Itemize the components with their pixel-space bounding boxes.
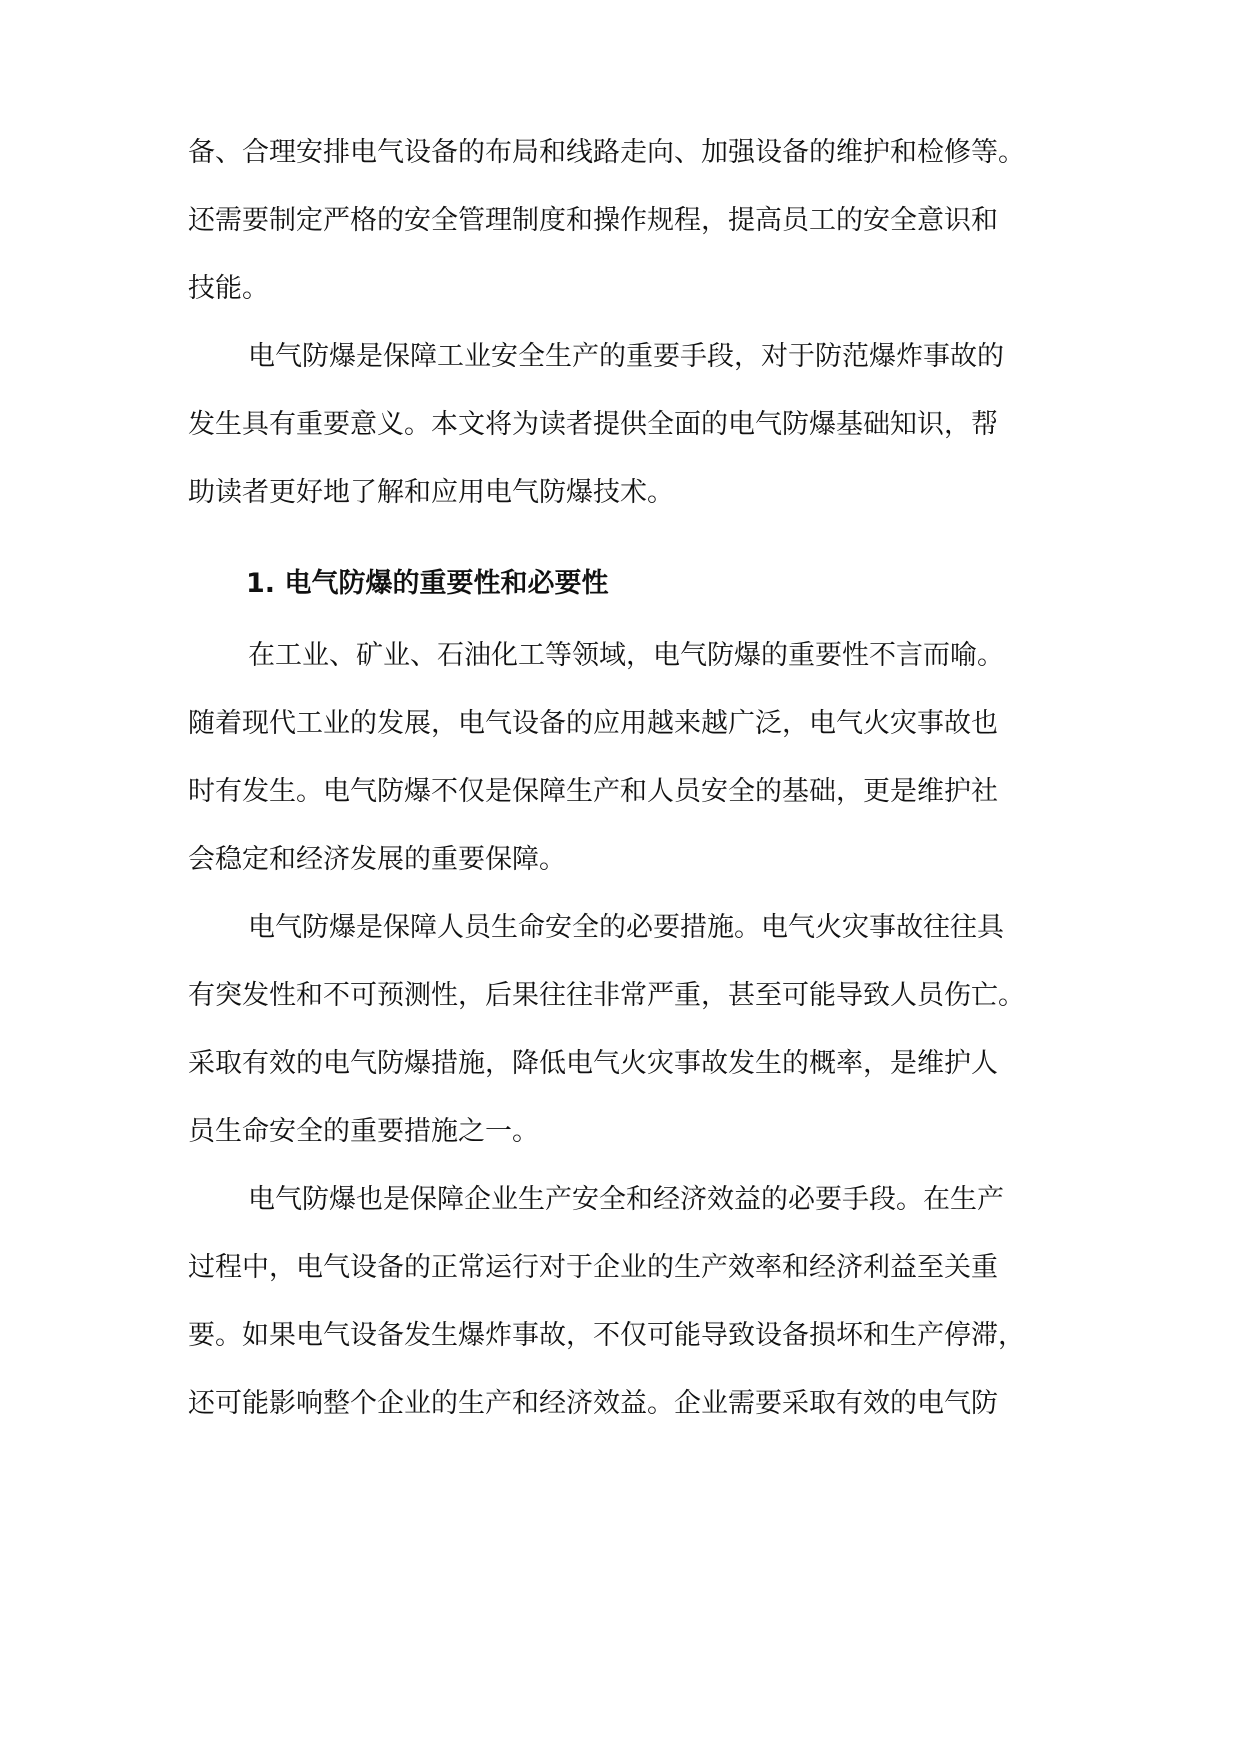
body-text-line: 还需要制定严格的安全管理制度和操作规程，提高员工的安全意识和 <box>188 205 998 236</box>
body-text-line: 采取有效的电气防爆措施，降低电气火灾事故发生的概率，是维护人 <box>188 1048 998 1079</box>
paragraph-first-line: 电气防爆是保障工业安全生产的重要手段，对于防范爆炸事故的 <box>248 341 1004 372</box>
body-text-line: 备、合理安排电气设备的布局和线路走向、加强设备的维护和检修等。 <box>188 137 1025 168</box>
body-text-line: 时有发生。电气防爆不仅是保障生产和人员安全的基础，更是维护社 <box>188 776 998 807</box>
body-text-line: 会稳定和经济发展的重要保障。 <box>188 844 566 875</box>
paragraph-first-line: 电气防爆是保障人员生命安全的必要措施。电气火灾事故往往具 <box>248 912 1004 943</box>
body-text-line: 随着现代工业的发展，电气设备的应用越来越广泛，电气火灾事故也 <box>188 708 998 739</box>
body-text-line: 技能。 <box>188 273 269 304</box>
body-text-line: 还可能影响整个企业的生产和经济效益。企业需要采取有效的电气防 <box>188 1388 998 1419</box>
body-text-line: 助读者更好地了解和应用电气防爆技术。 <box>188 477 674 508</box>
body-text-line: 发生具有重要意义。本文将为读者提供全面的电气防爆基础知识，帮 <box>188 409 998 440</box>
body-text-line: 过程中，电气设备的正常运行对于企业的生产效率和经济利益至关重 <box>188 1252 998 1283</box>
section-heading: 1. 电气防爆的重要性和必要性 <box>246 568 609 599</box>
body-text-line: 有突发性和不可预测性，后果往往非常严重，甚至可能导致人员伤亡。 <box>188 980 1025 1011</box>
paragraph-first-line: 在工业、矿业、石油化工等领域，电气防爆的重要性不言而喻。 <box>248 640 1004 671</box>
body-text-line: 要。如果电气设备发生爆炸事故，不仅可能导致设备损坏和生产停滞， <box>188 1320 1025 1351</box>
paragraph-first-line: 电气防爆也是保障企业生产安全和经济效益的必要手段。在生产 <box>248 1184 1004 1215</box>
body-text-line: 员生命安全的重要措施之一。 <box>188 1116 539 1147</box>
